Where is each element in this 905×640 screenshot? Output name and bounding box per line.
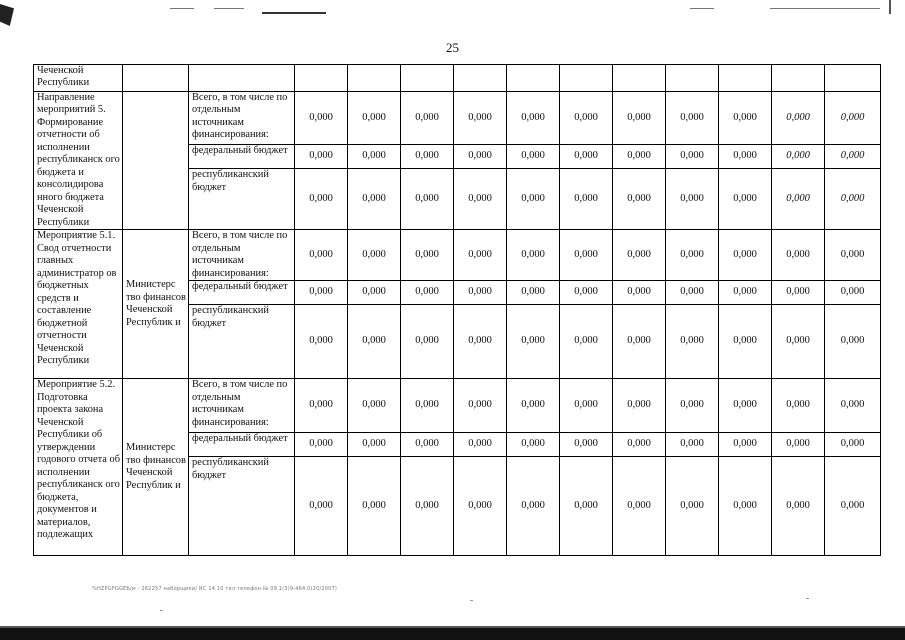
- amount-cell: 0,000: [825, 230, 881, 281]
- amount-cell: 0,000: [825, 144, 881, 168]
- amount-cell: 0,000: [666, 92, 719, 145]
- empty-cell: [825, 65, 881, 92]
- amount-cell: 0,000: [613, 281, 666, 305]
- amount-cell: 0,000: [719, 144, 772, 168]
- amount-cell: 0,000: [560, 457, 613, 556]
- budget-table: [33, 64, 881, 556]
- amount-cell: 0,000: [507, 230, 560, 281]
- amount-cell: 0,000: [348, 305, 401, 379]
- amount-cell: 0,000: [348, 281, 401, 305]
- amount-cell: 0,000: [454, 379, 507, 433]
- amount-cell: 0,000: [401, 230, 454, 281]
- funding-source: федеральный бюджет: [189, 433, 295, 457]
- amount-cell: 0,000: [295, 433, 348, 457]
- scan-line: [889, 0, 891, 14]
- scan-speck: [160, 610, 163, 611]
- amount-cell: 0,000: [772, 379, 825, 433]
- activity-name: Направление мероприятий 5. Формирование отчетности об исполнении республиканск ого бюджета и консолидирова нного бюджета Чеченской Республики: [34, 92, 123, 230]
- table-row: [34, 92, 881, 145]
- amount-cell: 0,000: [613, 433, 666, 457]
- amount-cell: 0,000: [454, 144, 507, 168]
- empty-cell: [613, 65, 666, 92]
- amount-cell: 0,000: [560, 305, 613, 379]
- amount-cell: 0,000: [825, 281, 881, 305]
- scan-artifact: [0, 4, 14, 26]
- empty-cell: [666, 65, 719, 92]
- amount-cell: 0,000: [507, 305, 560, 379]
- amount-cell: 0,000: [719, 305, 772, 379]
- amount-cell: 0,000: [719, 230, 772, 281]
- amount-cell: 0,000: [348, 379, 401, 433]
- amount-cell: 0,000: [825, 457, 881, 556]
- amount-cell: 0,000: [666, 169, 719, 230]
- amount-cell: 0,000: [613, 92, 666, 145]
- amount-cell: 0,000: [560, 169, 613, 230]
- funding-source: республиканский бюджет: [189, 457, 295, 556]
- activity-name: Мероприятие 5.2. Подготовка проекта закона Чеченской Республики об утверждении годового отчета об исполнении республиканск ого бюджета, документов и материалов, подлежащих: [34, 379, 123, 556]
- amount-cell: 0,000: [295, 169, 348, 230]
- amount-cell: 0,000: [454, 169, 507, 230]
- amount-cell: 0,000: [560, 230, 613, 281]
- amount-cell: 0,000: [613, 169, 666, 230]
- responsible-executor: Министерс тво финансов Чеченской Республик и: [123, 230, 189, 379]
- amount-cell: 0,000: [772, 305, 825, 379]
- empty-cell: [295, 65, 348, 92]
- amount-cell: 0,000: [295, 305, 348, 379]
- funding-source: республиканский бюджет: [189, 169, 295, 230]
- amount-cell: 0,000: [401, 305, 454, 379]
- scan-band: [0, 628, 905, 640]
- amount-cell: 0,000: [772, 457, 825, 556]
- funding-source: Всего, в том числе по отдельным источникам финансирования:: [189, 230, 295, 281]
- amount-cell: 0,000: [666, 305, 719, 379]
- amount-cell: 0,000: [666, 433, 719, 457]
- responsible-executor: Министерс тво финансов Чеченской Республик и: [123, 379, 189, 556]
- amount-cell: 0,000: [560, 144, 613, 168]
- amount-cell: 0,000: [454, 305, 507, 379]
- footer-code: %HZPGFGGEБ/м - 262257 наборщики/ ИС 14.10 тел.телефон № 09.1(3)9-464.0(20/2007): [92, 586, 338, 592]
- amount-cell: 0,000: [772, 281, 825, 305]
- amount-cell: 0,000: [401, 92, 454, 145]
- activity-name: Чеченской Республики: [34, 65, 123, 92]
- amount-cell: 0,000: [666, 379, 719, 433]
- amount-cell: 0,000: [507, 92, 560, 145]
- funding-source: Всего, в том числе по отдельным источникам финансирования:: [189, 92, 295, 145]
- empty-cell: [560, 65, 613, 92]
- amount-cell: 0,000: [825, 305, 881, 379]
- amount-cell: 0,000: [719, 169, 772, 230]
- amount-cell: 0,000: [719, 281, 772, 305]
- scan-line: [170, 8, 194, 9]
- amount-cell: 0,000: [295, 230, 348, 281]
- scan-line: [214, 8, 244, 9]
- amount-cell: 0,000: [401, 281, 454, 305]
- amount-cell: 0,000: [295, 92, 348, 145]
- scan-line: [690, 8, 714, 9]
- amount-cell: 0,000: [454, 433, 507, 457]
- amount-cell: 0,000: [613, 144, 666, 168]
- amount-cell: 0,000: [613, 230, 666, 281]
- amount-cell: 0,000: [613, 305, 666, 379]
- empty-cell: [123, 65, 189, 92]
- funding-source: республиканский бюджет: [189, 305, 295, 379]
- amount-cell: 0,000: [401, 379, 454, 433]
- amount-cell: 0,000: [825, 169, 881, 230]
- empty-cell: [401, 65, 454, 92]
- empty-cell: [507, 65, 560, 92]
- amount-cell: 0,000: [348, 144, 401, 168]
- amount-cell: 0,000: [295, 281, 348, 305]
- table-row: [34, 379, 881, 433]
- amount-cell: 0,000: [613, 379, 666, 433]
- amount-cell: 0,000: [560, 379, 613, 433]
- amount-cell: 0,000: [719, 457, 772, 556]
- activity-name: Мероприятие 5.1. Свод отчетности главных администратор ов бюджетных средств и составление бюджетной отчетности Чеченской Республики: [34, 230, 123, 379]
- amount-cell: 0,000: [560, 92, 613, 145]
- scan-line: [770, 8, 880, 9]
- amount-cell: 0,000: [507, 433, 560, 457]
- amount-cell: 0,000: [454, 92, 507, 145]
- amount-cell: 0,000: [772, 92, 825, 145]
- amount-cell: 0,000: [772, 230, 825, 281]
- amount-cell: 0,000: [772, 169, 825, 230]
- amount-cell: 0,000: [719, 92, 772, 145]
- funding-source: федеральный бюджет: [189, 281, 295, 305]
- amount-cell: 0,000: [295, 144, 348, 168]
- amount-cell: 0,000: [507, 144, 560, 168]
- amount-cell: 0,000: [348, 433, 401, 457]
- amount-cell: 0,000: [772, 433, 825, 457]
- empty-cell: [772, 65, 825, 92]
- amount-cell: 0,000: [825, 433, 881, 457]
- amount-cell: 0,000: [401, 144, 454, 168]
- amount-cell: 0,000: [295, 379, 348, 433]
- funding-source: федеральный бюджет: [189, 144, 295, 168]
- amount-cell: 0,000: [401, 433, 454, 457]
- amount-cell: 0,000: [454, 281, 507, 305]
- funding-source: Всего, в том числе по отдельным источникам финансирования:: [189, 379, 295, 433]
- responsible-executor: [123, 92, 189, 230]
- amount-cell: 0,000: [507, 457, 560, 556]
- amount-cell: 0,000: [560, 433, 613, 457]
- scan-speck: [806, 598, 809, 599]
- amount-cell: 0,000: [825, 92, 881, 145]
- amount-cell: 0,000: [666, 144, 719, 168]
- empty-cell: [454, 65, 507, 92]
- amount-cell: 0,000: [507, 281, 560, 305]
- amount-cell: 0,000: [454, 230, 507, 281]
- amount-cell: 0,000: [507, 169, 560, 230]
- amount-cell: 0,000: [666, 281, 719, 305]
- amount-cell: 0,000: [719, 379, 772, 433]
- amount-cell: 0,000: [454, 457, 507, 556]
- scan-speck: [470, 600, 473, 601]
- amount-cell: 0,000: [613, 457, 666, 556]
- amount-cell: 0,000: [507, 379, 560, 433]
- amount-cell: 0,000: [348, 169, 401, 230]
- amount-cell: 0,000: [295, 457, 348, 556]
- amount-cell: 0,000: [666, 457, 719, 556]
- empty-cell: [348, 65, 401, 92]
- amount-cell: 0,000: [772, 144, 825, 168]
- scan-line: [262, 12, 326, 14]
- empty-cell: [189, 65, 295, 92]
- amount-cell: 0,000: [825, 379, 881, 433]
- amount-cell: 0,000: [401, 169, 454, 230]
- empty-cell: [719, 65, 772, 92]
- amount-cell: 0,000: [719, 433, 772, 457]
- amount-cell: 0,000: [348, 230, 401, 281]
- table-row: [34, 65, 881, 92]
- table-row: [34, 230, 881, 281]
- amount-cell: 0,000: [348, 457, 401, 556]
- amount-cell: 0,000: [666, 230, 719, 281]
- amount-cell: 0,000: [348, 92, 401, 145]
- amount-cell: 0,000: [401, 457, 454, 556]
- amount-cell: 0,000: [560, 281, 613, 305]
- page-number: 25: [446, 40, 459, 55]
